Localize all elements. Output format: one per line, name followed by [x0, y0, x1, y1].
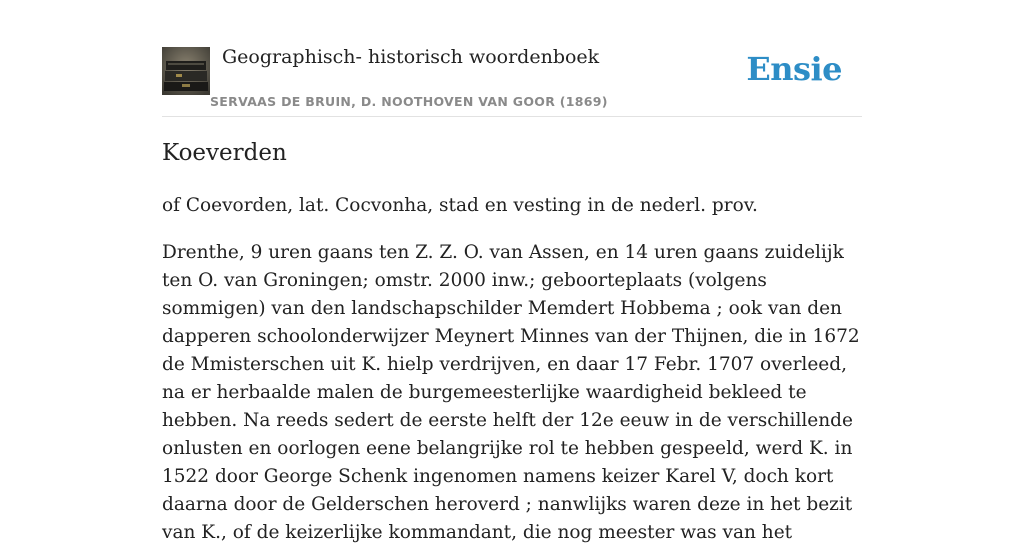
entry-title: Koeverden — [162, 140, 287, 166]
page-container — [162, 0, 862, 543]
ensie-logo[interactable]: Ensie — [746, 50, 842, 88]
book-thumbnail[interactable] — [162, 47, 210, 95]
entry-paragraph: Drenthe, 9 uren gaans ten Z. Z. O. van Assen, en 14 uren gaans zuidelijk ten O. van Groningen; omstr. 2000 inw.; geboorteplaats (volgens sommigen) van den landschapschilder Memdert Hobbema ; ook van den dapperen schoolonderwijzer Meynert Minnes van der Thijnen, die in 1672 de Mmisterschen uit K. hielp verdrijven, en daar 17 Febr. 1707 overleed, na er herbaalde malen de burgemeesterlijke waardigheid bekleed te hebben. Na reeds sedert de eerste helft der 12e eeuw in de verschillende onlusten en oorlogen eene belangrijke rol te hebben gespeeld, werd K. in 1522 door George Schenk ingenomen namens keizer Karel V, doch kort daarna door de Gelderschen heroverd ; nanwlijks waren deze in het bezit van K., of de keizerlijke kommandant, die nog meester was van het — [162, 242, 860, 543]
book-stack-icon — [162, 47, 210, 95]
book-title[interactable]: Geographisch- historisch woordenboek — [222, 46, 600, 68]
book-header — [162, 0, 862, 117]
book-author: SERVAAS DE BRUIN, D. NOOTHOVEN VAN GOOR (1869) — [210, 94, 608, 109]
entry-paragraph: of Coevorden, lat. Cocvonha, stad en vesting in de nederl. prov. — [162, 195, 758, 216]
